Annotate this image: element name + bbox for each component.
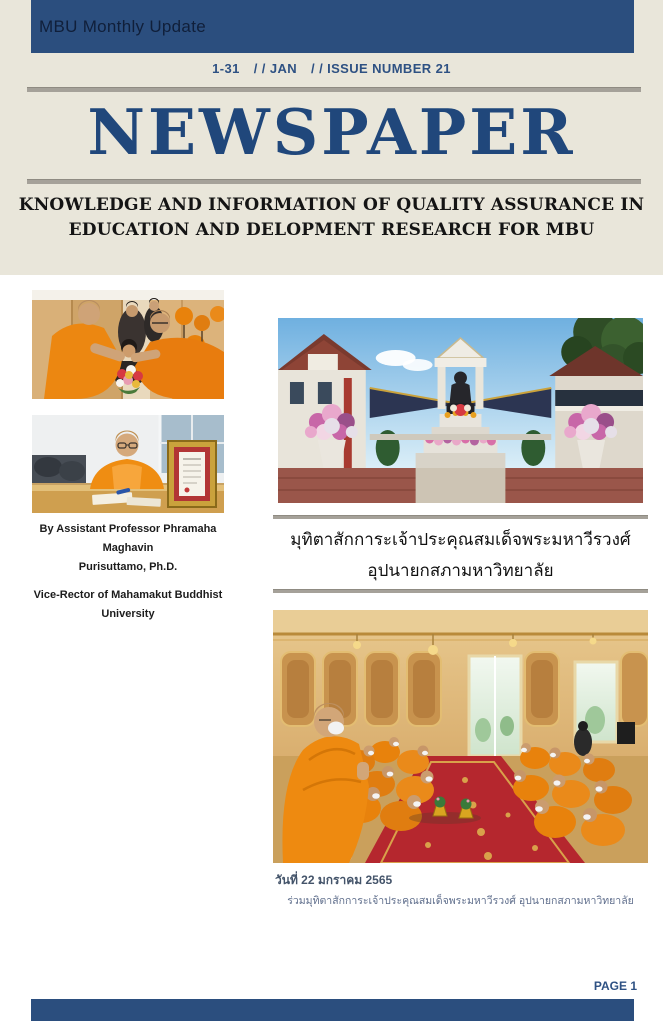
photo-caption-date: วันที่ 22 มกราคม 2565 <box>275 873 393 887</box>
masthead-bar <box>31 0 634 53</box>
monks-praying-ceremony-hall-photo <box>273 610 648 863</box>
byline <box>18 520 238 624</box>
byline-line2: Purisuttamo, Ph.D. <box>78 561 178 573</box>
page-number-label: PAGE 1 <box>593 979 637 993</box>
page-title: NEWSPAPER <box>87 95 576 169</box>
monk-at-desk-with-certificate-photo <box>32 415 224 513</box>
footer-bar <box>31 999 634 1021</box>
article-headline-line1: มุทิตาสักการะเจ้าประคุณสมเด็จพระมหาวีรวงศ์ <box>290 530 631 549</box>
divider-under-title <box>27 179 641 184</box>
byline-line3: Vice-Rector of Mahamakut Buddhist University <box>33 589 223 620</box>
divider-article-bottom <box>273 589 648 593</box>
byline-line1: By Assistant Professor Phramaha Maghavin <box>39 523 217 554</box>
article-headline <box>273 524 648 586</box>
photo-caption: ร่วมมุทิตาสักการะเจ้าประคุณสมเด็จพระมหาวีรวงศ์ อุปนายกสภามหาวิทยาลัย <box>287 895 634 907</box>
subtitle-line1: KNOWLEDGE AND INFORMATION OF QUALITY ASSURANCE IN <box>18 195 645 215</box>
statue-courtyard-photo <box>278 318 643 503</box>
issue-date-range: 1-31 <box>212 61 240 76</box>
subtitle <box>0 193 663 243</box>
issue-month: / / JAN <box>253 61 298 76</box>
issue-line <box>0 61 663 76</box>
subtitle-line2: EDUCATION AND DELOPMENT RESEARCH FOR MBU <box>68 220 595 240</box>
issue-number: / / ISSUE NUMBER 21 <box>311 61 451 76</box>
monks-offering-flowers-photo <box>32 290 224 399</box>
divider-article-top <box>273 515 648 519</box>
article-headline-line2: อุปนายกสภามหาวิทยาลัย <box>367 561 554 580</box>
masthead-title: MBU Monthly Update <box>39 16 206 36</box>
